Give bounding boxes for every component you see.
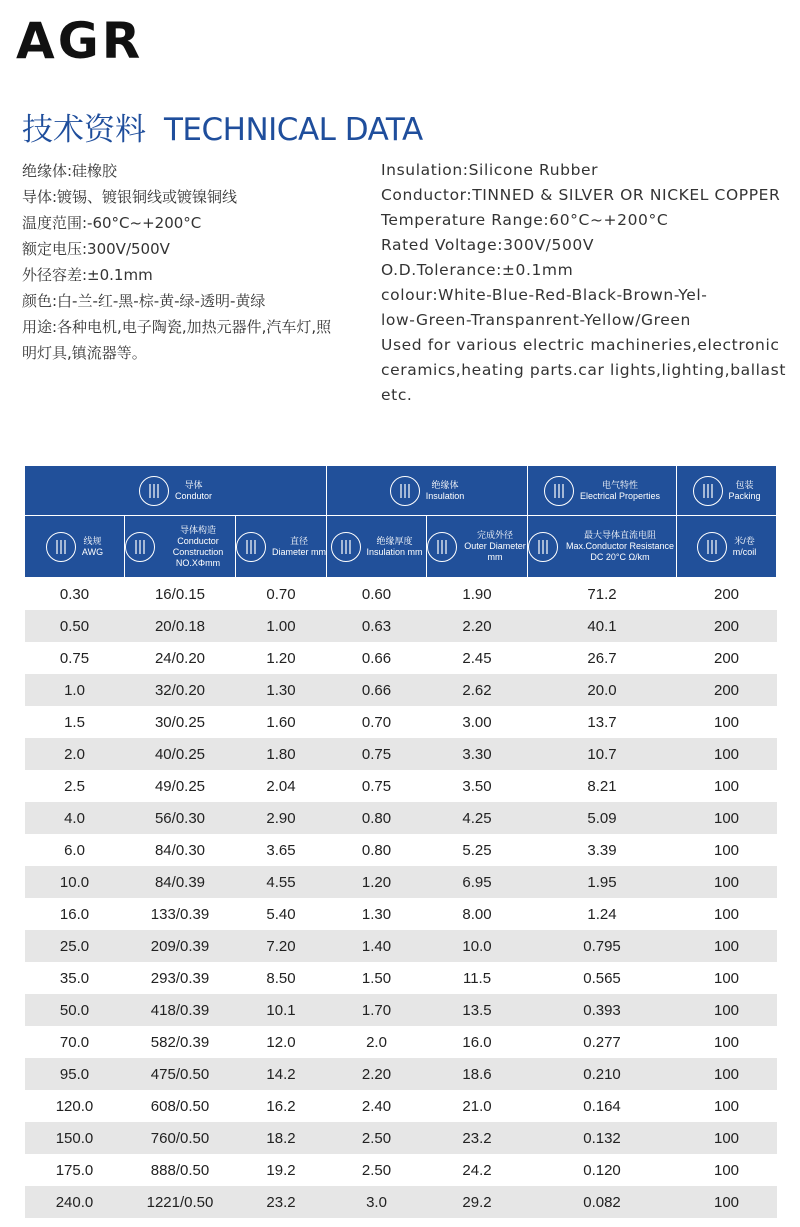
table-cell: 23.2 — [427, 1122, 528, 1154]
table-cell: 0.70 — [361, 713, 392, 731]
table-cell: 100 — [714, 905, 740, 923]
table-cell: 16/0.15 — [154, 585, 206, 603]
specs-english — [381, 158, 787, 408]
spec-line-en: Rated Voltage:300V/500V — [381, 236, 595, 254]
table-cell: 1.0 — [25, 674, 125, 706]
table-cell: 209/0.39 — [125, 930, 236, 962]
table-cell: 95.0 — [25, 1058, 125, 1090]
insulation-thickness-icon — [331, 532, 361, 562]
header-label-zh: 最大导体直流电阻 — [584, 530, 657, 540]
construction-header — [125, 525, 235, 569]
table-cell: 5.09 — [528, 802, 677, 834]
header-label-en: Conductor Construction NO.XΦmm — [172, 535, 224, 568]
table-cell: 1.40 — [327, 930, 427, 962]
table-row — [25, 898, 777, 930]
table-cell: 7.20 — [236, 930, 327, 962]
table-cell: 2.40 — [361, 1097, 392, 1115]
diameter-icon — [236, 532, 266, 562]
table-cell: 0.63 — [327, 610, 427, 642]
table-cell: 6.0 — [64, 841, 85, 859]
table-cell: 3.30 — [427, 738, 528, 770]
group-header — [25, 466, 327, 516]
table-cell: 0.132 — [528, 1122, 677, 1154]
table-cell: 1.90 — [462, 585, 492, 603]
spec-line-en: Insulation:Silicone Rubber — [381, 161, 599, 179]
table-row — [25, 834, 777, 866]
electrical-icon — [544, 476, 574, 506]
table-cell: 8.21 — [587, 777, 617, 795]
table-cell: 24/0.20 — [154, 649, 206, 667]
spec-line-en: Used for various electric machineries,electronic — [381, 336, 780, 354]
header-label-zh: 导体构造 — [179, 524, 216, 535]
table-cell: 5.25 — [462, 841, 492, 859]
table-cell: 23.2 — [236, 1186, 327, 1218]
specs-chinese — [22, 158, 342, 366]
spec-line-en: O.D.Tolerance:±0.1mm — [381, 261, 574, 279]
table-cell: 100 — [677, 994, 777, 1026]
table-cell: 418/0.39 — [125, 994, 236, 1026]
header-label-zh: 导体 — [184, 479, 203, 490]
header-label-en: AWG — [81, 546, 104, 557]
table-cell: 1.20 — [266, 649, 296, 667]
table-cell: 0.75 — [59, 649, 90, 667]
electrical-header — [528, 476, 676, 506]
packing-icon — [693, 476, 723, 506]
table-cell: 8.00 — [462, 905, 492, 923]
table-cell: 475/0.50 — [125, 1058, 236, 1090]
table-cell: 8.50 — [266, 969, 296, 987]
table-cell: 3.00 — [462, 713, 492, 731]
table-row — [25, 738, 777, 770]
table-cell: 5.40 — [266, 905, 296, 923]
diameter-header — [236, 532, 326, 562]
table-cell: 70.0 — [59, 1033, 90, 1051]
title-en: TECHNICAL DATA — [164, 112, 423, 148]
outer-diameter-header — [427, 530, 527, 563]
table-cell: 35.0 — [59, 969, 90, 987]
header-label-zh: 直径 — [290, 535, 309, 546]
spec-line-en: Conductor:TINNED & SILVER OR NICKEL COPPER — [381, 186, 781, 204]
table-cell: 16.0 — [462, 1033, 492, 1051]
table-cell: 2.90 — [236, 802, 327, 834]
table-cell: 0.70 — [266, 585, 296, 603]
spec-line-zh: 绝缘体:硅橡胶 — [22, 162, 118, 180]
header-label — [564, 530, 676, 563]
table-cell: 100 — [714, 969, 740, 987]
table-cell: 240.0 — [25, 1186, 125, 1218]
header-label-en: Diameter mm — [272, 546, 327, 557]
table-cell: 6.95 — [427, 866, 528, 898]
spec-line-zh: 外径容差:±0.1mm — [22, 266, 153, 284]
header-label-zh: 包装 — [735, 479, 754, 490]
table-cell: 10.7 — [528, 738, 677, 770]
coil-header — [677, 532, 776, 562]
column-header — [427, 516, 528, 578]
table-cell: 14.2 — [236, 1058, 327, 1090]
table-cell: 21.0 — [462, 1097, 492, 1115]
table-cell: 888/0.50 — [150, 1161, 210, 1179]
header-label — [729, 480, 761, 502]
spec-line-en: low-Green-Transpanrent-Yellow/Green — [381, 311, 691, 329]
table-cell: 19.2 — [266, 1161, 296, 1179]
column-header — [125, 516, 236, 578]
table-cell: 150.0 — [25, 1122, 125, 1154]
table-cell: 100 — [677, 802, 777, 834]
header-label — [82, 536, 103, 558]
table-row — [25, 802, 777, 834]
coil-icon — [697, 532, 727, 562]
table-cell: 20/0.18 — [125, 610, 236, 642]
spec-line-en: etc. — [381, 386, 413, 404]
header-label-en: Condutor — [174, 490, 213, 501]
table-cell: 29.2 — [427, 1186, 528, 1218]
table-cell: 0.30 — [59, 585, 90, 603]
table-cell: 1.70 — [327, 994, 427, 1026]
table-cell: 10.0 — [25, 866, 125, 898]
table-row — [25, 1186, 777, 1218]
header-label — [463, 530, 527, 563]
table-cell: 16.0 — [59, 905, 90, 923]
table-row — [25, 930, 777, 962]
header-label-en: Max.Conductor Resistance DC 20°C Ω/km — [565, 541, 675, 562]
table-row — [25, 1058, 777, 1090]
table-cell: 20.0 — [528, 674, 677, 706]
table-cell: 100 — [677, 1122, 777, 1154]
table-cell: 84/0.30 — [154, 841, 206, 859]
table-cell: 760/0.50 — [125, 1122, 236, 1154]
table-cell: 100 — [714, 1097, 740, 1115]
header-label-zh: 绝缘厚度 — [376, 535, 413, 546]
table-cell: 2.45 — [462, 649, 492, 667]
table-cell: 175.0 — [55, 1161, 94, 1179]
table-row — [25, 1090, 777, 1122]
column-header — [236, 516, 327, 578]
table-row — [25, 866, 777, 898]
spec-line-en: Temperature Range:60°C~+200°C — [381, 211, 669, 229]
table-cell: 2.5 — [64, 777, 85, 795]
header-label-zh: 米/卷 — [734, 535, 755, 546]
table-cell: 18.2 — [236, 1122, 327, 1154]
table-cell: 0.75 — [361, 777, 392, 795]
page-title — [22, 104, 423, 149]
header-label-en: m/coil — [732, 546, 757, 557]
header-label — [580, 480, 660, 502]
table-cell: 100 — [677, 738, 777, 770]
table-cell: 200 — [714, 585, 740, 603]
table-cell: 0.210 — [528, 1058, 677, 1090]
conductor-header — [25, 476, 326, 506]
table-cell: 0.164 — [583, 1097, 621, 1115]
table-cell: 2.20 — [427, 610, 528, 642]
table-cell: 4.25 — [427, 802, 528, 834]
table-cell: 100 — [677, 1186, 777, 1218]
table-cell: 2.20 — [327, 1058, 427, 1090]
table-cell: 84/0.39 — [125, 866, 236, 898]
header-label-zh: 线规 — [83, 535, 102, 546]
header-label — [367, 536, 423, 558]
table-cell: 100 — [677, 1058, 777, 1090]
table-cell: 25.0 — [25, 930, 125, 962]
table-cell: 100 — [714, 713, 740, 731]
resistance-icon — [528, 532, 558, 562]
packing-header — [677, 476, 776, 506]
table-cell: 1221/0.50 — [125, 1186, 236, 1218]
table-cell: 2.50 — [327, 1122, 427, 1154]
table-cell: 293/0.39 — [150, 969, 210, 987]
table-cell: 1.5 — [64, 713, 85, 731]
table-cell: 200 — [677, 610, 777, 642]
table-cell: 100 — [714, 777, 740, 795]
table-cell: 0.120 — [583, 1161, 621, 1179]
header-label — [733, 536, 757, 558]
header-label — [272, 536, 326, 558]
table-cell: 1.00 — [236, 610, 327, 642]
header-label-zh: 绝缘体 — [431, 479, 459, 490]
table-cell: 32/0.20 — [125, 674, 236, 706]
header-label-en: Packing — [728, 490, 761, 501]
technical-data-table — [24, 465, 777, 1218]
table-cell: 2.04 — [266, 777, 296, 795]
table-cell: 0.082 — [528, 1186, 677, 1218]
table-row — [25, 674, 777, 706]
header-label — [426, 480, 465, 502]
table-cell: 120.0 — [55, 1097, 94, 1115]
spec-line-zh: 导体:镀锡、镀银铜线或镀镍铜线 — [22, 188, 238, 206]
table-cell: 30/0.25 — [154, 713, 206, 731]
table-cell: 2.50 — [361, 1161, 392, 1179]
table-cell: 1.50 — [361, 969, 392, 987]
spec-line-en: ceramics,heating parts.car lights,lighting,ballast — [381, 361, 787, 379]
table-row — [25, 706, 777, 738]
table-row — [25, 642, 777, 674]
resistance-header — [528, 530, 676, 563]
table-cell: 100 — [677, 930, 777, 962]
table-row — [25, 578, 777, 611]
table-cell: 200 — [714, 649, 740, 667]
table-cell: 49/0.25 — [154, 777, 206, 795]
table-cell: 3.39 — [587, 841, 617, 859]
table-row — [25, 1026, 777, 1058]
table-cell: 40/0.25 — [125, 738, 236, 770]
table-cell: 26.7 — [587, 649, 617, 667]
header-label-zh: 电气特性 — [602, 479, 639, 490]
table-cell: 0.565 — [583, 969, 621, 987]
group-header — [327, 466, 528, 516]
table-cell: 10.1 — [236, 994, 327, 1026]
header-label-en: Electrical Properties — [580, 490, 661, 501]
table-cell: 100 — [714, 1033, 740, 1051]
table-cell: 0.795 — [528, 930, 677, 962]
table-cell: 11.5 — [462, 969, 492, 987]
brand-logo: AGR — [16, 12, 144, 70]
column-header — [327, 516, 427, 578]
spec-line-zh: 用途:各种电机,电子陶瓷,加热元器件,汽车灯,照明灯具,镇流器等。 — [22, 318, 332, 362]
table-cell: 133/0.39 — [150, 905, 210, 923]
table-cell: 1.95 — [528, 866, 677, 898]
column-header — [25, 516, 125, 578]
table-row — [25, 1154, 777, 1186]
outer-diameter-icon — [427, 532, 457, 562]
table-cell: 12.0 — [266, 1033, 296, 1051]
header-label-en: Outer Diameter mm — [464, 541, 526, 562]
conductor-icon — [139, 476, 169, 506]
spec-line-zh: 温度范围:-60°C~+200°C — [22, 214, 202, 232]
table-cell: 18.6 — [427, 1058, 528, 1090]
table-cell: 0.66 — [327, 674, 427, 706]
column-header — [677, 516, 777, 578]
spec-line-en: colour:White-Blue-Red-Black-Brown-Yel- — [381, 286, 708, 304]
table-row — [25, 770, 777, 802]
column-header — [528, 516, 677, 578]
table-cell: 1.30 — [361, 905, 392, 923]
table-cell: 2.0 — [25, 738, 125, 770]
table-row — [25, 1122, 777, 1154]
table-cell: 1.20 — [327, 866, 427, 898]
group-header — [528, 466, 677, 516]
table-cell: 200 — [677, 674, 777, 706]
spec-line-zh: 颜色:白-兰-红-黑-棕-黄-绿-透明-黄绿 — [22, 292, 266, 310]
table-cell: 40.1 — [528, 610, 677, 642]
group-header — [677, 466, 777, 516]
table-cell: 0.277 — [583, 1033, 621, 1051]
table-cell: 2.62 — [427, 674, 528, 706]
table-cell: 3.0 — [327, 1186, 427, 1218]
table-row — [25, 962, 777, 994]
table-cell: 0.60 — [361, 585, 392, 603]
header-label-zh: 完成外径 — [477, 530, 514, 540]
insulation-header — [327, 476, 527, 506]
table-cell: 50.0 — [25, 994, 125, 1026]
table-row — [25, 994, 777, 1026]
table-cell: 100 — [677, 866, 777, 898]
table-cell: 24.2 — [462, 1161, 492, 1179]
table-cell: 4.0 — [25, 802, 125, 834]
table-cell: 10.0 — [427, 930, 528, 962]
construction-icon — [125, 532, 155, 562]
table-cell: 100 — [714, 841, 740, 859]
table-cell: 1.30 — [236, 674, 327, 706]
table-row — [25, 610, 777, 642]
table-cell: 2.0 — [366, 1033, 387, 1051]
table-cell: 100 — [714, 1161, 740, 1179]
spec-line-zh: 额定电压:300V/500V — [22, 240, 170, 258]
header-label — [175, 480, 212, 502]
table-cell: 0.75 — [327, 738, 427, 770]
table-cell: 608/0.50 — [150, 1097, 210, 1115]
table-cell: 4.55 — [236, 866, 327, 898]
table-cell: 3.50 — [462, 777, 492, 795]
table-cell: 1.24 — [587, 905, 617, 923]
table-cell: 0.393 — [528, 994, 677, 1026]
table-cell: 3.65 — [266, 841, 296, 859]
awg-icon — [46, 532, 76, 562]
table-cell: 0.50 — [25, 610, 125, 642]
table-cell: 16.2 — [266, 1097, 296, 1115]
insulation-thickness-header — [327, 532, 426, 562]
title-zh: 技术资料 — [22, 112, 146, 148]
table-cell: 13.7 — [587, 713, 617, 731]
table-cell: 0.66 — [361, 649, 392, 667]
table-cell: 56/0.30 — [125, 802, 236, 834]
table-cell: 0.80 — [327, 802, 427, 834]
table-cell: 1.60 — [266, 713, 296, 731]
table-cell: 582/0.39 — [150, 1033, 210, 1051]
header-label-en: Insulation mm — [366, 546, 423, 557]
awg-header — [25, 532, 124, 562]
table-cell: 13.5 — [427, 994, 528, 1026]
header-label — [161, 525, 235, 569]
table-cell: 1.80 — [236, 738, 327, 770]
insulation-icon — [390, 476, 420, 506]
header-label-en: Insulation — [425, 490, 465, 501]
table-cell: 71.2 — [587, 585, 617, 603]
table-cell: 0.80 — [361, 841, 392, 859]
